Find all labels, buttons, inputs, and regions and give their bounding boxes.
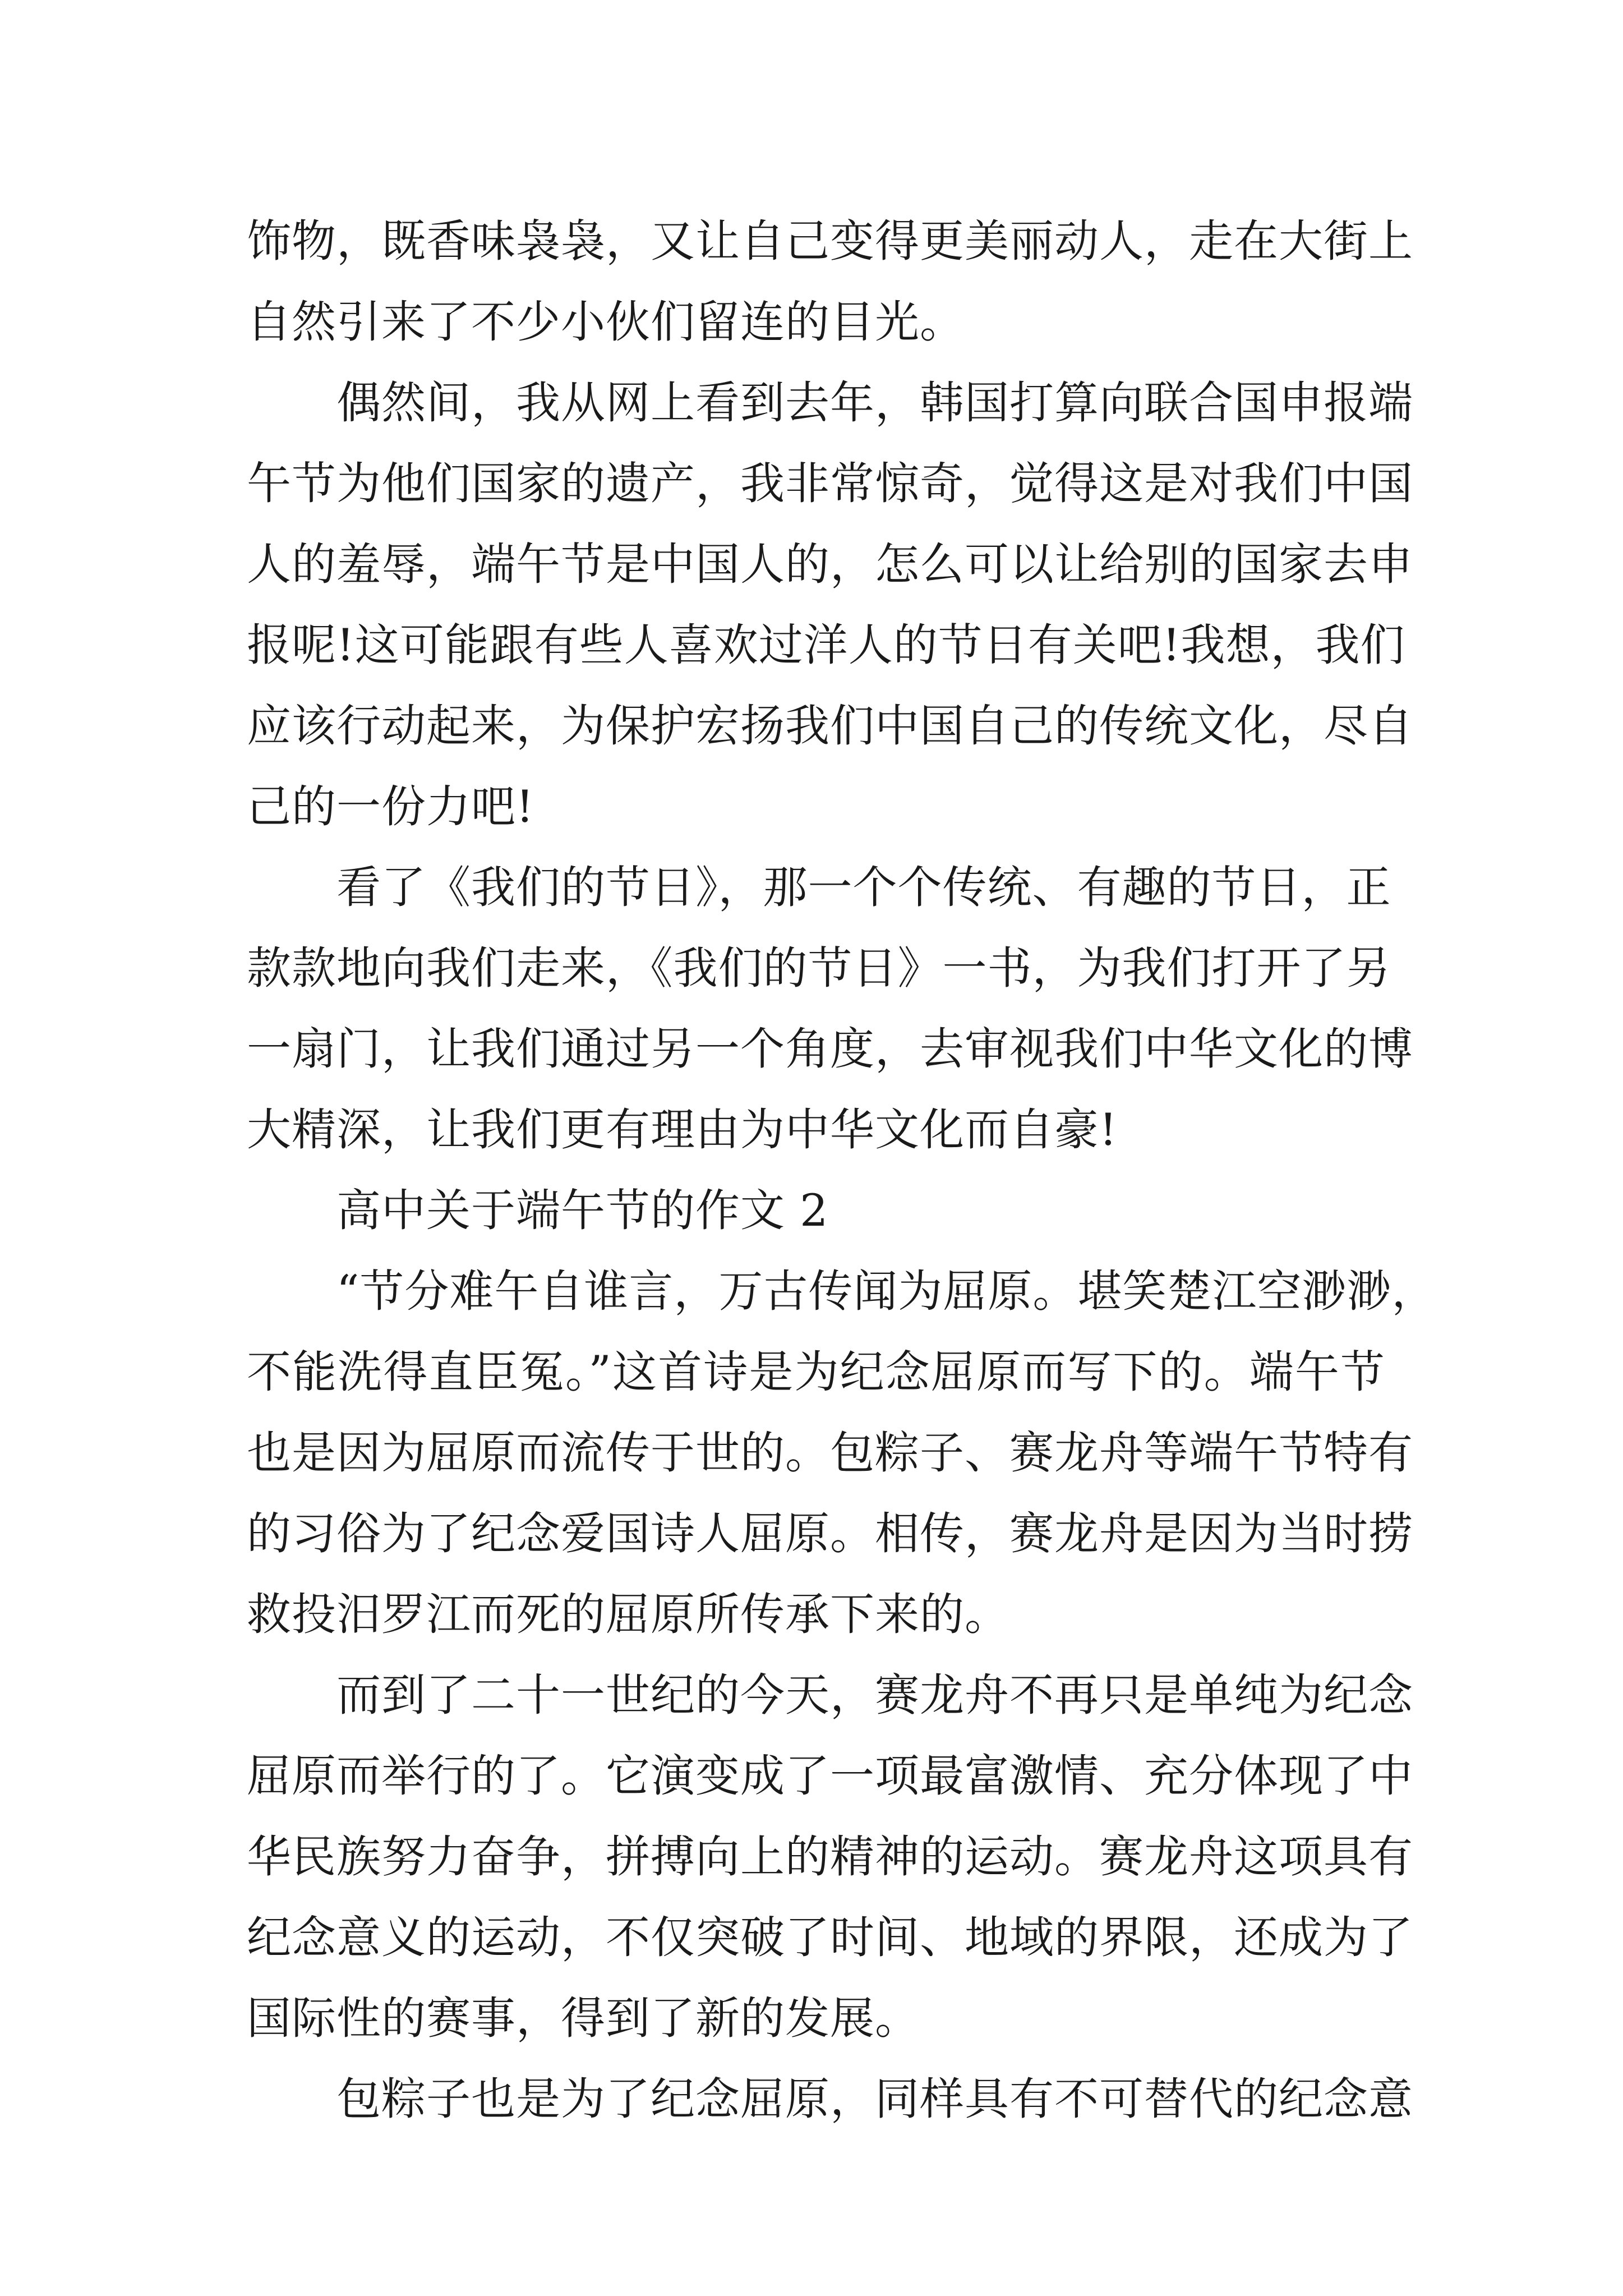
text-line: 的习俗为了纪念爱国诗人屈原。相传，赛龙舟是因为当时捞: [247, 1508, 1413, 1559]
text-line: 国际性的赛事，得到了新的发展。: [247, 1993, 920, 2044]
text-line: 也是因为屈原而流传于世的。包粽子、赛龙舟等端午节特有: [247, 1427, 1413, 1479]
text-line: 华民族努力奋争，拼搏向上的精神的运动。赛龙舟这项具有: [247, 1831, 1413, 1883]
text-line: 偶然间，我从网上看到去年，韩国打算向联合国申报端: [336, 377, 1413, 429]
text-line: 救投汨罗江而死的屈原所传承下来的。: [247, 1589, 1009, 1640]
text-line: 包粽子也是为了纪念屈原，同样具有不可替代的纪念意: [336, 2073, 1413, 2125]
text-line: 一扇门，让我们通过另一个角度，去审视我们中华文化的博: [247, 1023, 1413, 1075]
body-text: [247, 201, 1437, 2139]
text-line: 纪念意义的运动，不仅突破了时间、地域的界限，还成为了: [247, 1912, 1413, 1963]
section-heading: 高中关于端午节的作文 2: [336, 1185, 829, 1236]
text-line: 而到了二十一世纪的今天，赛龙舟不再只是单纯为纪念: [336, 1669, 1413, 1721]
text-line: 款款地向我们走来，《我们的节日》一书，为我们打开了另: [247, 942, 1391, 994]
text-line: “节分难午自谁言，万古传闻为屈原。堪笑楚江空渺渺，: [336, 1266, 1437, 1317]
text-line: 应该行动起来，为保护宏扬我们中国自己的传统文化，尽自: [247, 700, 1413, 752]
text-line: 报呢!这可能跟有些人喜欢过洋人的节日有关吧!我想，我们: [247, 619, 1405, 671]
text-line: 饰物，既香味袅袅，又让自己变得更美丽动人，走在大街上: [247, 215, 1413, 267]
text-line: 看了《我们的节日》，那一个个传统、有趣的节日，正: [336, 862, 1391, 913]
text-line: 人的羞辱，端午节是中国人的，怎么可以让给别的国家去申: [247, 539, 1413, 590]
text-line: 午节为他们国家的遗产，我非常惊奇，觉得这是对我们中国: [247, 458, 1413, 509]
text-line: 大精深，让我们更有理由为中华文化而自豪!: [247, 1104, 1118, 1156]
text-line: 自然引来了不少小伙们留连的目光。: [247, 296, 965, 348]
text-line: 己的一份力吧!: [247, 781, 534, 832]
text-line: 屈原而举行的了。它演变成了一项最富激情、充分体现了中: [247, 1750, 1413, 1802]
text-line: 不能洗得直臣冤。”这首诗是为纪念屈原而写下的。端午节: [247, 1346, 1385, 1398]
